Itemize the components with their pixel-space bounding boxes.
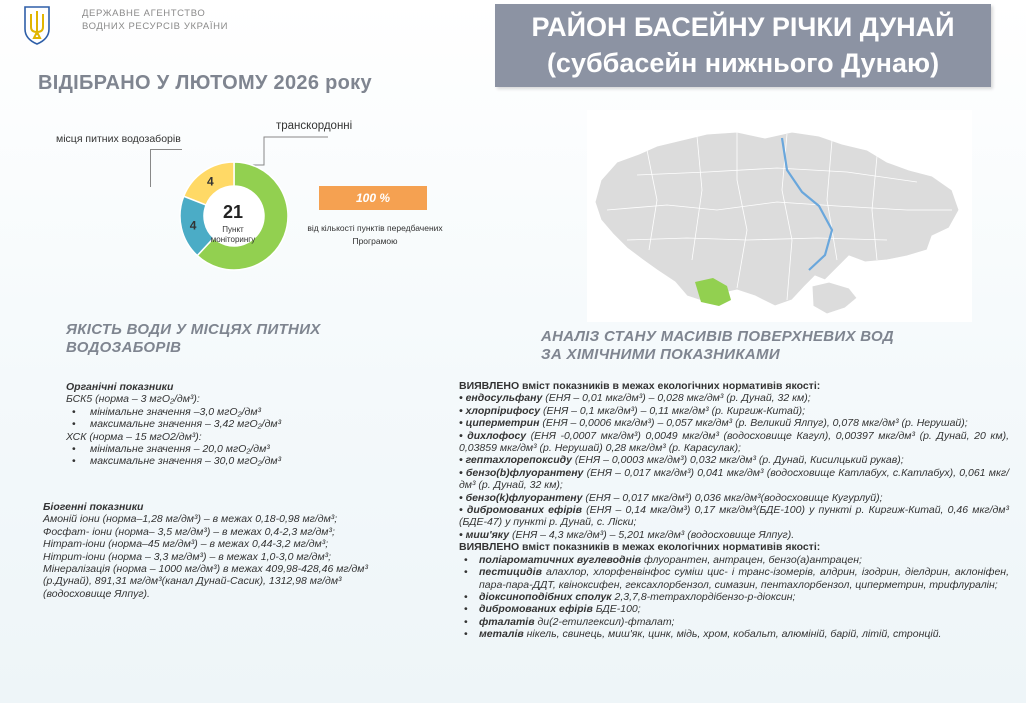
biogenic-line: (р.Дунай), 891,31 мг/дм³(канал Дунай-Сасик), 1312,98 мг/дм³: [43, 575, 342, 588]
chemical-item: [461, 603, 1009, 615]
chemical-item-name: • гептахлорепоксиду: [459, 454, 572, 467]
drinking-intake-count: 4: [189, 218, 197, 233]
chemical-item-name: пестицидів: [479, 566, 542, 579]
chemical-item: [461, 554, 1009, 566]
coverage-percent-bar: 100 %: [319, 186, 427, 210]
chemical-item-name: • бензо(k)флуорантену: [459, 491, 583, 504]
chemical-item-name: • ендосульфану: [459, 392, 543, 405]
chemical-item: [459, 392, 1009, 404]
ukraine-map: [587, 110, 972, 322]
chemical-item: [459, 430, 1009, 455]
organic-indicators-block: [66, 381, 426, 468]
detected-heading: ВИЯВЛЕНО вміст показників в межах екологічних нормативів якості:: [459, 541, 821, 554]
chemical-item-detail: (ЕНЯ – 0,14 мкг/дм³) 0,17 мкг/дм³(БДЕ-100) у пункті р. Киргиж-Китай, 0,46 мкг/дм³ (БДЕ-47) у пункті р. Дунай, с. Ліски;: [459, 504, 1009, 529]
drinking-quality-heading-line-2: ВОДОЗАБОРІВ: [66, 339, 182, 356]
chemical-item: [459, 405, 1009, 417]
drinking-quality-heading-line-1: ЯКІСТЬ ВОДИ У МІСЦЯХ ПИТНИХ: [66, 321, 321, 338]
chemical-item-name: металів: [479, 628, 524, 641]
chemical-item-detail: (ЕНЯ – 0,0006 мкг/дм³) – 0,057 мкг/дм³ (р. Великий Ялпуг), 0,078 мкг/дм³ (р. Нерушай);: [539, 417, 968, 430]
hsk-min: • мінімальне значення – 20,0 мгО₂/дм³: [66, 443, 426, 455]
basin-title-box: [495, 4, 991, 87]
coverage-note: [295, 222, 455, 248]
chemical-item-name: • дихлофосу: [459, 429, 527, 442]
coverage-note-line-2: Програмою: [352, 236, 398, 246]
trident-emblem-icon: [22, 5, 52, 45]
agency-line-2: ВОДНИХ РЕСУРСІВ УКРАЇНИ: [82, 21, 228, 32]
chemical-item-name: • хлорпірифосу: [459, 404, 541, 417]
chemical-item-name: • бензо(b)флуорантену: [459, 466, 584, 479]
within-norms-heading: ВИЯВЛЕНО вміст показників в межах екологічних нормативів якості:: [459, 380, 821, 392]
chemical-item-detail: (ЕНЯ – 0,017 мкг/дм³) 0,036 мкг/дм³(водосховище Кугурлуй);: [582, 491, 883, 504]
biogenic-title: Біогенні показники: [43, 501, 144, 513]
biogenic-line: Нітрат-іони (норма–45 мг/дм³) – в межах 0,44-3,2 мг/дм³;: [43, 538, 329, 551]
drinking-intake-label: місця питних водозаборів: [56, 133, 181, 145]
chemical-item-name: діоксиноподібних сполук: [479, 590, 612, 603]
chemical-item-detail: алахлор, хлорфенвінфос суміш цис- і транс-ізомерів, алдрин, ізодрин, діелдрин, аклоніфен, пара-пара-ДДТ, квіноксифен, гексахлорбензол, симазин, пентахлорбензол, циперметрин, трифлуралін;: [479, 566, 1009, 591]
chemical-item: [461, 566, 1009, 591]
monitoring-total: 21: [222, 202, 244, 222]
coverage-note-line-1: від кількості пунктів передбачених: [307, 223, 443, 233]
monitoring-total-label-2: моніторингу: [210, 235, 256, 244]
agency-name: [82, 7, 228, 33]
surface-water-analysis-heading: [541, 328, 894, 364]
chemical-item-detail: нікель, свинець, миш'як, цинк, мідь, хром, кобальт, алюміній, барій, літій, стронцій.: [523, 628, 942, 641]
biogenic-indicators-block: [43, 501, 443, 600]
basin-title-line-1: РАЙОН БАСЕЙНУ РІЧКИ ДУНАЙ: [531, 12, 955, 42]
bsk-line: БСК5 (норма – 3 мгО₂/дм³):: [66, 393, 200, 406]
transboundary-count: 4: [206, 174, 214, 189]
chemical-item-name: дибромованих ефірів: [479, 603, 593, 616]
chemical-item-name: • миш'яку: [459, 528, 510, 541]
organic-title: Органічні показники: [66, 381, 174, 393]
chemical-item-detail: (ЕНЯ – 0,1 мкг/дм³) – 0,11 мкг/дм³ (р. Киргиж-Китай);: [540, 404, 806, 417]
hsk-max: • максимальне значення – 30,0 мгО₂/дм³: [66, 455, 426, 467]
chemical-item: [459, 467, 1009, 492]
chemical-item-name: фталатів: [479, 615, 535, 628]
chemical-item-detail: ди(2-етилгексил)-фталат;: [534, 615, 675, 628]
chemical-analysis-block: [459, 380, 1009, 641]
bsk-min: • мінімальне значення –3,0 мгО₂/дм³: [66, 406, 426, 418]
monitoring-donut-chart: [172, 158, 288, 274]
chemical-item-name: • циперметрин: [459, 417, 540, 430]
agency-line-1: ДЕРЖАВНЕ АГЕНТСТВО: [82, 8, 206, 19]
chemical-item: [459, 417, 1009, 429]
surface-water-heading-line-1: АНАЛІЗ СТАНУ МАСИВІВ ПОВЕРХНЕВИХ ВОД: [541, 328, 894, 345]
biogenic-line: Фосфат- іони (норма– 3,5 мг/дм³) – в межах 0,4-2,3 мг/дм³;: [43, 525, 335, 538]
biogenic-line: (водосховище Ялпуг).: [43, 587, 150, 600]
chemical-item-detail: (ЕНЯ – 0,01 мкг/дм³) – 0,028 мкг/дм³ (р. Дунай, 32 км);: [542, 392, 811, 405]
chemical-item: [459, 529, 1009, 541]
bsk-max: • максимальне значення – 3,42 мгО₂/дм³: [66, 418, 426, 430]
monitoring-total-label-1: Пункт: [222, 225, 244, 234]
chemical-item: [461, 591, 1009, 603]
chemical-item-detail: (ЕНЯ -0,0007 мкг/дм³) 0,0049 мкг/дм³ (водосховище Кагул), 0,00397 мкг/дм³ (р. Дунай, 20 км), 0,03859 мкг/дм³ (р. Нерушай) 0,28 мкг/дм³ (р. Карасулак);: [459, 429, 1009, 455]
biogenic-line: Нітрит-іони (норма – 3,3 мг/дм³) – в межах 1,0-3,0 мг/дм³;: [43, 550, 332, 563]
chemical-item-detail: (ЕНЯ – 0,0003 мкг/дм³) 0,032 мкг/дм³ (р. Дунай, Кисилцький рукав);: [572, 454, 904, 467]
chemical-item-name: • дибромованих ефірів: [459, 504, 582, 517]
within-norms-list: [459, 392, 1009, 541]
chemical-item-detail: 2,3,7,8-тетрахлордібензо-р-діоксин;: [611, 590, 796, 603]
chemical-item-detail: БДЕ-100;: [592, 603, 641, 616]
hsk-line: ХСК (норма – 15 мгО2/дм³):: [66, 430, 202, 443]
chemical-item: [459, 504, 1009, 529]
biogenic-line: Мінералізація (норма – 1000 мг/дм³) в межах 409,98-428,46 мг/дм³: [43, 563, 368, 576]
chemical-item: [459, 454, 1009, 466]
chemical-item-detail: флуорантен, антрацен, бензо(а)антрацен;: [641, 553, 862, 566]
ukraine-territory: [595, 132, 959, 306]
chemical-item-detail: (ЕНЯ – 0,017 мкг/дм³) 0,041 мкг/дм³ (водосховище Катлабух, с.Катлабух), 0,061 мкг/дм³ (р. Дунай, 32 км);: [459, 466, 1009, 492]
biogenic-line: Амоній іони (норма–1,28 мг/дм³) – в межах 0,18-0,98 мг/дм³;: [43, 513, 338, 526]
chemical-item: [459, 492, 1009, 504]
chemical-item: [461, 628, 1009, 640]
surface-water-heading-line-2: ЗА ХІМІЧНИМИ ПОКАЗНИКАМИ: [541, 346, 780, 363]
basin-title-line-2: (суббасейн нижнього Дунаю): [546, 48, 940, 78]
ukraine-map-panel: [587, 110, 972, 322]
detected-list: [459, 554, 1009, 641]
crimea: [812, 282, 857, 314]
sampled-heading: ВІДІБРАНО У ЛЮТОМУ 2026 року: [38, 72, 372, 94]
drinking-quality-heading: [66, 321, 321, 357]
chemical-item: [461, 616, 1009, 628]
chemical-item-detail: (ЕНЯ – 4,3 мкг/дм³) – 5,201 мкг/дм³ (водосховище Ялпуг).: [509, 528, 795, 541]
transboundary-label: транскордонні: [276, 120, 353, 132]
chemical-item-name: поліароматичних вуглеводнів: [479, 553, 642, 566]
